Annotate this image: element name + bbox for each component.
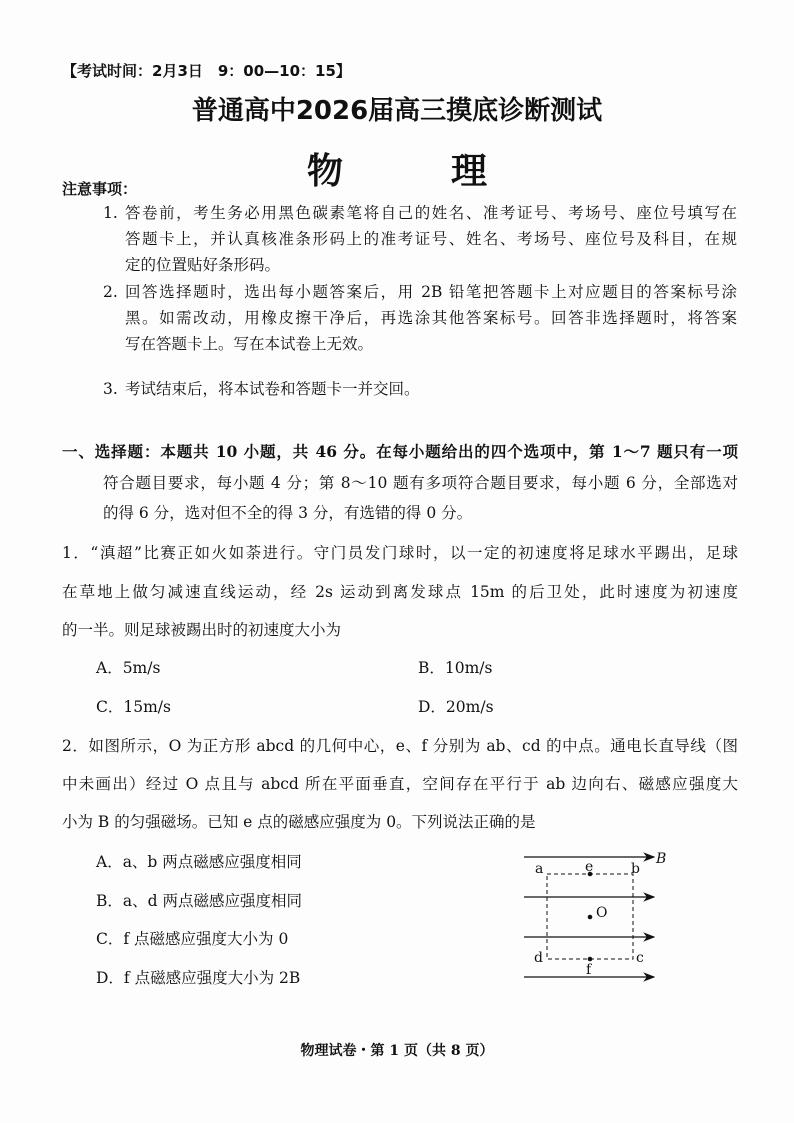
q2-option-d: D．f 点磁感应强度大小为 2B <box>96 969 301 987</box>
q1-stem-line: 的一半。则足球被踢出时的初速度大小为 <box>62 621 342 639</box>
q2-option-a: A．a、b 两点磁感应强度相同 <box>96 853 302 871</box>
exam-title: 普通高中2026届高三摸底诊断测试 <box>191 96 603 126</box>
notice-heading: 注意事项： <box>62 180 138 198</box>
notice-num: 2. <box>103 283 118 301</box>
q1-option-d: D．20m/s <box>418 698 494 716</box>
page-footer: 物理试卷・第 1 页（共 8 页） <box>300 1043 494 1059</box>
notice-line: 答卷前，考生务必用黑色碳素笔将自己的姓名、准考证号、考场号、座位号填写在 <box>125 204 737 222</box>
point-o <box>588 915 593 920</box>
label-B: B <box>656 851 667 867</box>
exam-time: 【考试时间：2月3日 9：00—10：15】 <box>62 62 351 80</box>
section-heading: 一、选择题：本题共 10 小题，共 46 分。在每小题给出的四个选项中，第 1～7 题只有一项 <box>62 442 738 461</box>
notice-line: 考试结束后，将本试卷和答题卡一并交回。 <box>125 380 420 398</box>
q1-stem-line: 在草地上做匀减速直线运动，经 2s 运动到离发球点 15m 的后卫处，此时速度为初速度 <box>62 583 738 601</box>
section-line: 符合题目要求，每小题 4 分；第 8～10 题有多项符合题目要求，每小题 6 分，全部选对 <box>103 474 738 492</box>
label-c: c <box>636 950 644 966</box>
q2-stem-line: 2．如图所示，O 为正方形 abcd 的几何中心，e、f 分别为 ab、cd 的中点。通电长直导线（图 <box>62 737 738 755</box>
point-f <box>588 957 593 962</box>
label-d: d <box>534 950 543 966</box>
notice-line: 答题卡上，并认真核准条形码上的准考证号、姓名、考场号、座位号及科目，在规 <box>125 230 737 248</box>
label-b: b <box>631 861 640 877</box>
q1-option-c: C．15m/s <box>96 698 171 716</box>
subject-title: 物 理 <box>306 151 523 192</box>
q2-option-c: C．f 点磁感应强度大小为 0 <box>96 930 289 948</box>
q1-option-a: A．5m/s <box>96 659 161 677</box>
q2-stem-line: 中未画出）经过 O 点且与 abcd 所在平面垂直，空间存在平行于 ab 边向右、磁感应强度大 <box>62 775 738 793</box>
notice-num: 3. <box>103 380 118 398</box>
section-line: 的得 6 分，选对但不全的得 3 分，有选错的得 0 分。 <box>103 504 473 522</box>
q1-option-b: B．10m/s <box>418 659 493 677</box>
label-a: a <box>535 861 544 877</box>
q1-stem-line: 1．“滇超”比赛正如火如荼进行。守门员发门球时，以一定的初速度将足球水平踢出，足球 <box>62 544 738 562</box>
label-e: e <box>585 859 594 875</box>
notice-line: 回答选择题时，选出每小题答案后，用 2B 铅笔把答题卡上对应题目的答案标号涂 <box>125 283 737 301</box>
label-O: O <box>596 905 608 921</box>
label-f: f <box>586 962 592 978</box>
notice-line: 写在答题卡上。写在本试卷上无效。 <box>125 335 374 353</box>
q2-option-b: B．a、d 两点磁感应强度相同 <box>96 892 302 910</box>
notice-num: 1. <box>103 204 118 222</box>
notice-line: 定的位置贴好条形码。 <box>125 256 281 274</box>
q2-stem-line: 小为 B 的匀强磁场。已知 e 点的磁感应强度为 0。下列说法正确的是 <box>62 813 536 831</box>
notice-line: 黑。如需改动，用橡皮擦干净后，再选涂其他答案标号。回答非选择题时，将答案 <box>125 309 737 327</box>
q2-magnetic-field-figure <box>510 840 690 990</box>
